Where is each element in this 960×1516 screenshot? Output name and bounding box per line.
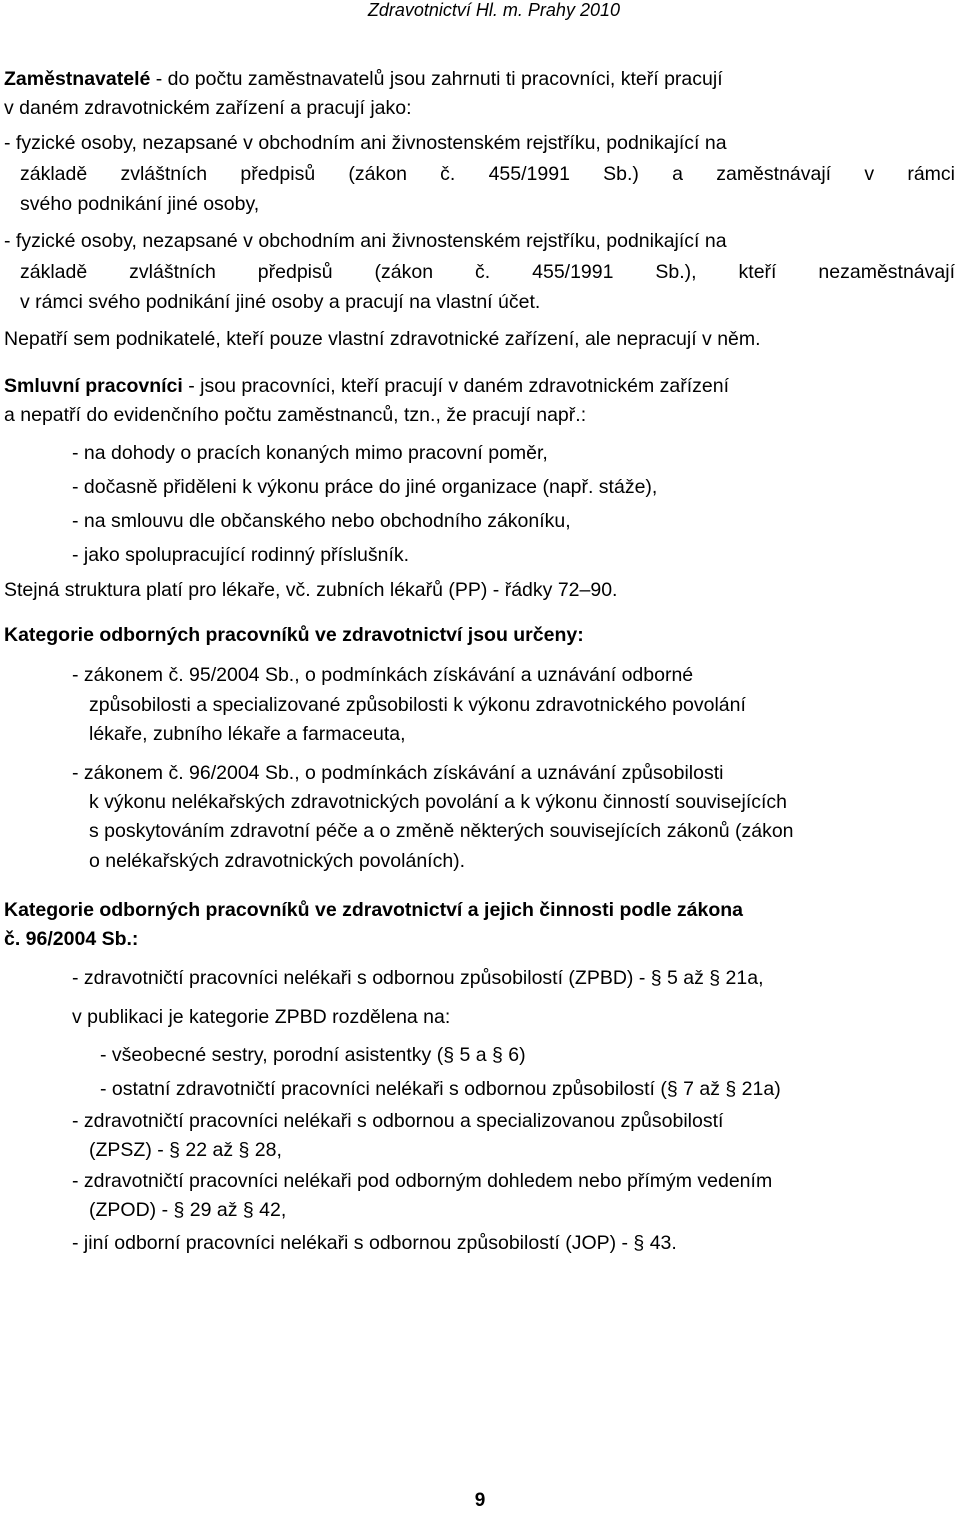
text-line: k výkonu nelékařských zdravotnických povolání a k výkonu činností souvisejících: [89, 791, 788, 813]
text-line: v rámci svého podnikání jiné osoby a pracují na vlastní účet.: [20, 291, 541, 313]
list-item: - dočasně přiděleni k výkonu práce do jiné organizace (např. stáže),: [72, 476, 658, 498]
list-item: - jiní odborní pracovníci nelékaři s odbornou způsobilostí (JOP) - § 43.: [72, 1232, 677, 1254]
page-header: Zdravotnictví Hl. m. Prahy 2010: [367, 0, 620, 20]
text: - jsou pracovníci, kteří pracují v daném zdravotnickém zařízení: [182, 375, 730, 397]
heading-text: Kategorie odborných pracovníků ve zdravotnictví a jejich činnosti podle zákona: [4, 899, 744, 921]
paragraph-employers-line: [4, 66, 723, 92]
list-item: - jako spolupracující rodinný příslušník.: [72, 544, 410, 566]
heading-text: č. 96/2004 Sb.:: [4, 928, 139, 950]
text-line: o nelékařských zdravotnických povoláních).: [89, 850, 466, 872]
list-item: - zákonem č. 96/2004 Sb., o podmínkách získávání a uznávání způsobilosti: [72, 762, 724, 784]
text-line: s poskytováním zdravotní péče a o změně některých souvisejících zákonů (zákon: [89, 820, 794, 842]
term-employers: Zaměstnavatelé: [4, 68, 151, 90]
list-item: - zdravotničtí pracovníci nelékaři s odbornou a specializovanou způsobilostí: [72, 1110, 724, 1132]
heading-text: Kategorie odborných pracovníků ve zdravotnictví jsou určeny:: [4, 624, 584, 646]
section-heading: [4, 897, 743, 923]
section-heading-cont: [4, 926, 138, 952]
page-number: 9: [474, 1490, 486, 1511]
text-line: základě zvláštních předpisů (zákon č. 455/1991 Sb.) a zaměstnávají v rámci: [20, 163, 955, 185]
text-line: v publikaci je kategorie ZPBD rozdělena na:: [72, 1006, 451, 1028]
list-item: - fyzické osoby, nezapsané v obchodním ani živnostenském rejstříku, podnikající na: [4, 230, 727, 252]
term-contract-workers: Smluvní pracovníci: [4, 375, 183, 397]
text-line: lékaře, zubního lékaře a farmaceuta,: [89, 723, 406, 745]
list-item: - zákonem č. 95/2004 Sb., o podmínkách získávání a uznávání odborné: [72, 664, 694, 686]
list-item: - na dohody o pracích konaných mimo pracovní poměr,: [72, 442, 548, 464]
text-line: způsobilosti a specializované způsobilosti k výkonu zdravotnického povolání: [89, 694, 746, 716]
paragraph-contract-workers-line: [4, 373, 729, 399]
text-line: svého podnikání jiné osoby,: [20, 193, 260, 215]
text-line: (ZPSZ) - § 22 až § 28,: [89, 1139, 282, 1161]
list-item: - zdravotničtí pracovníci nelékaři pod odborným dohledem nebo přímým vedením: [72, 1170, 773, 1192]
text-line: základě zvláštních předpisů (zákon č. 455/1991 Sb.), kteří nezaměstnávají: [20, 261, 955, 283]
text-line: a nepatří do evidenčního počtu zaměstnanců, tzn., že pracují např.:: [4, 404, 587, 426]
sub-list-item: - ostatní zdravotničtí pracovníci nelékaři s odbornou způsobilostí (§ 7 až § 21a): [100, 1078, 781, 1100]
list-item: - zdravotničtí pracovníci nelékaři s odbornou způsobilostí (ZPBD) - § 5 až § 21a,: [72, 967, 764, 989]
text: - do počtu zaměstnavatelů jsou zahrnuti ti pracovníci, kteří pracují: [150, 68, 723, 90]
sub-list-item: - všeobecné sestry, porodní asistentky (§ 5 a § 6): [100, 1044, 526, 1066]
text-line: Stejná struktura platí pro lékaře, vč. zubních lékařů (PP) - řádky 72–90.: [4, 579, 618, 601]
text-line: (ZPOD) - § 29 až § 42,: [89, 1199, 287, 1221]
text-line: Nepatří sem podnikatelé, kteří pouze vlastní zdravotnické zařízení, ale nepracují v něm.: [4, 328, 761, 350]
section-heading: [4, 622, 584, 648]
list-item: - na smlouvu dle občanského nebo obchodního zákoníku,: [72, 510, 571, 532]
list-item: - fyzické osoby, nezapsané v obchodním ani živnostenském rejstříku, podnikající na: [4, 132, 727, 154]
text-line: v daném zdravotnickém zařízení a pracují jako:: [4, 97, 412, 119]
